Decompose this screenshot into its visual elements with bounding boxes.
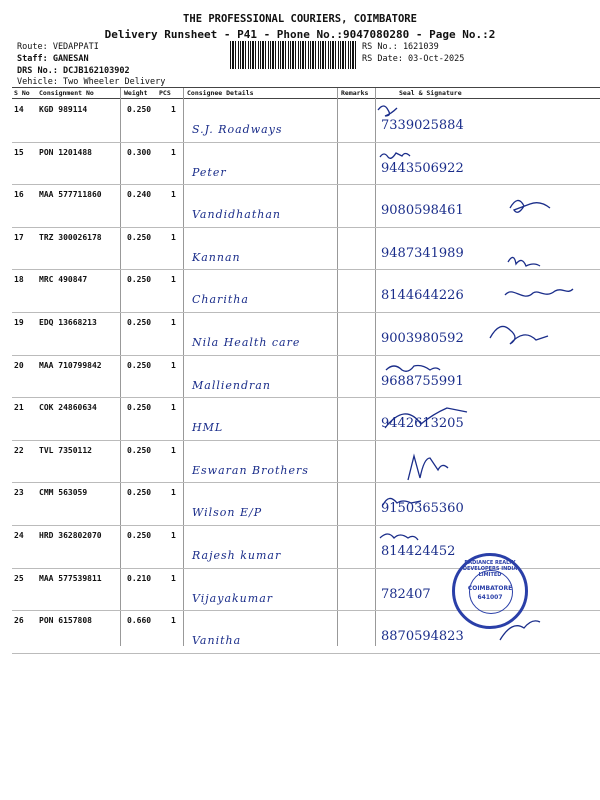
row-consignment-no: MRC 490847 bbox=[39, 275, 88, 285]
stamp-company-text: RADIANCE REALTY DEVELOPERS INDIA LIMITED bbox=[462, 560, 518, 578]
col-sno-header: S No bbox=[14, 89, 30, 97]
row-pcs: 1 bbox=[171, 190, 176, 200]
row-consignee-name: Rajesh kumar bbox=[192, 549, 282, 562]
col-consignment-header: Consignment No bbox=[39, 89, 94, 97]
rs-date: RS Date: 03-Oct-2025 bbox=[362, 54, 465, 64]
row-sno: 26 bbox=[14, 616, 24, 626]
row-consignment-no: TVL 7350112 bbox=[39, 445, 92, 455]
row-pcs: 1 bbox=[171, 445, 176, 455]
col-weight-header: Weight bbox=[124, 89, 148, 97]
row-consignment-no: COK 24860634 bbox=[39, 403, 97, 413]
row-weight: 0.210 bbox=[127, 573, 152, 583]
row-sno: 19 bbox=[14, 318, 24, 327]
col-pcs-header: PCS bbox=[159, 89, 171, 97]
row-divider bbox=[12, 525, 600, 526]
row-phone: 9080598461 bbox=[381, 203, 464, 219]
company-title: THE PROFESSIONAL COURIERS, COIMBATORE bbox=[183, 13, 417, 25]
row-consignment-no: EDQ 13668213 bbox=[39, 318, 97, 327]
row-divider bbox=[12, 440, 600, 441]
vehicle-label: Vehicle: Two Wheeler Delivery bbox=[17, 77, 166, 87]
company-stamp bbox=[452, 553, 528, 629]
row-sno: 25 bbox=[14, 573, 24, 583]
signature-mark bbox=[378, 106, 397, 116]
row-phone: 782407 bbox=[381, 586, 431, 602]
signature-mark bbox=[505, 289, 573, 296]
row-consignment-no: MAA 577539811 bbox=[39, 573, 102, 583]
rs-number: RS No.: 1621039 bbox=[362, 42, 439, 52]
row-consignee-name: Wilson E/P bbox=[192, 506, 263, 520]
signature-mark bbox=[386, 366, 440, 372]
drs-label: DRS No.: DCJB162103902 bbox=[17, 66, 130, 76]
row-consignee-name: HML bbox=[192, 421, 224, 435]
runsheet-subtitle: Delivery Runsheet - P41 - Phone No.:9047080280 - Page No.:2 bbox=[104, 28, 496, 41]
table-header-rule bbox=[12, 98, 600, 99]
signature-mark bbox=[490, 326, 548, 344]
row-sno: 22 bbox=[14, 445, 24, 455]
row-consignment-no: TRZ 300026178 bbox=[39, 232, 102, 242]
row-consignee-name: Vanitha bbox=[192, 634, 242, 648]
row-phone: 814424452 bbox=[381, 544, 456, 559]
table-top-rule bbox=[12, 87, 600, 88]
row-weight: 0.250 bbox=[127, 275, 152, 285]
row-pcs: 1 bbox=[171, 105, 176, 114]
row-consignee-name: Eswaran Brothers bbox=[192, 463, 309, 477]
row-divider bbox=[12, 355, 600, 356]
row-phone: 9487341989 bbox=[381, 245, 464, 261]
row-phone: 9688755991 bbox=[381, 373, 464, 389]
row-divider bbox=[12, 269, 600, 270]
stamp-pincode-text: 641007 bbox=[477, 594, 503, 601]
col-remarks-header: Remarks bbox=[341, 89, 369, 97]
col-divider bbox=[375, 88, 376, 646]
row-divider bbox=[12, 142, 600, 143]
row-weight: 0.250 bbox=[127, 488, 152, 498]
row-pcs: 1 bbox=[171, 616, 176, 626]
row-consignment-no: PON 1201488 bbox=[39, 147, 92, 157]
stamp-city-text: COIMBATORE bbox=[467, 585, 513, 592]
row-sno: 23 bbox=[14, 488, 24, 498]
row-phone: 9003980592 bbox=[381, 331, 464, 346]
row-sno: 24 bbox=[14, 531, 24, 540]
row-divider bbox=[12, 184, 600, 185]
row-pcs: 1 bbox=[171, 232, 176, 242]
row-consignee-name: Kannan bbox=[192, 250, 241, 264]
row-sno: 17 bbox=[14, 232, 24, 242]
row-consignee-name: Charitha bbox=[192, 293, 249, 307]
row-consignment-no: MAA 577711860 bbox=[39, 190, 102, 200]
row-sno: 15 bbox=[14, 147, 24, 157]
col-divider bbox=[120, 88, 121, 646]
barcode bbox=[230, 41, 357, 69]
row-weight: 0.660 bbox=[127, 616, 152, 626]
row-pcs: 1 bbox=[171, 275, 176, 285]
row-weight: 0.250 bbox=[127, 403, 152, 413]
row-consignee-name: Nila Health care bbox=[192, 336, 301, 349]
col-seal-header: Seal & Signature bbox=[399, 89, 462, 97]
row-consignee-name: Malliendran bbox=[192, 378, 271, 392]
row-pcs: 1 bbox=[171, 360, 176, 370]
row-divider bbox=[12, 653, 600, 654]
row-pcs: 1 bbox=[171, 488, 176, 498]
row-consignee-name: Peter bbox=[192, 165, 227, 179]
row-phone: 9150365360 bbox=[381, 501, 464, 517]
row-pcs: 1 bbox=[171, 147, 176, 157]
row-pcs: 1 bbox=[171, 403, 176, 413]
signature-mark bbox=[510, 200, 550, 212]
signature-mark bbox=[380, 153, 410, 158]
row-sno: 21 bbox=[14, 403, 24, 413]
row-consignment-no: PON 6157808 bbox=[39, 616, 92, 626]
row-consignee-name: S.J. Roadways bbox=[192, 123, 283, 136]
row-divider bbox=[12, 397, 600, 398]
row-phone: 8144644226 bbox=[381, 288, 464, 304]
row-weight: 0.250 bbox=[127, 105, 152, 114]
row-consignment-no: MAA 710799842 bbox=[39, 360, 102, 370]
staff-label: Staff: GANESAN bbox=[17, 54, 89, 64]
row-weight: 0.300 bbox=[127, 147, 152, 157]
signature-mark bbox=[408, 456, 448, 480]
row-weight: 0.250 bbox=[127, 318, 152, 327]
row-weight: 0.250 bbox=[127, 531, 152, 540]
row-divider bbox=[12, 482, 600, 483]
row-consignee-name: Vandidhathan bbox=[192, 208, 281, 222]
signature-mark bbox=[508, 257, 540, 266]
col-consignee-header: Consignee Details bbox=[187, 89, 254, 97]
row-phone: 8870594823 bbox=[381, 629, 464, 645]
row-phone: 9443506922 bbox=[381, 160, 464, 176]
row-sno: 18 bbox=[14, 275, 24, 285]
row-phone: 9442613205 bbox=[381, 416, 464, 432]
row-pcs: 1 bbox=[171, 531, 176, 540]
col-divider bbox=[183, 88, 184, 646]
row-sno: 14 bbox=[14, 105, 24, 114]
row-consignment-no: KGD 989114 bbox=[39, 105, 88, 114]
row-divider bbox=[12, 312, 600, 313]
row-consignment-no: CMM 563059 bbox=[39, 488, 88, 498]
route-label: Route: VEDAPPATI bbox=[17, 42, 99, 52]
row-weight: 0.250 bbox=[127, 445, 152, 455]
row-sno: 16 bbox=[14, 190, 24, 200]
row-weight: 0.250 bbox=[127, 360, 152, 370]
signature-mark bbox=[380, 534, 418, 540]
row-weight: 0.240 bbox=[127, 190, 152, 200]
row-consignee-name: Vijayakumar bbox=[192, 591, 274, 605]
row-divider bbox=[12, 227, 600, 228]
col-divider bbox=[337, 88, 338, 646]
row-phone: 7339025884 bbox=[381, 118, 464, 133]
row-weight: 0.250 bbox=[127, 232, 152, 242]
row-consignment-no: HRD 362802070 bbox=[39, 531, 102, 540]
row-sno: 20 bbox=[14, 360, 24, 370]
row-pcs: 1 bbox=[171, 573, 176, 583]
row-pcs: 1 bbox=[171, 318, 176, 327]
